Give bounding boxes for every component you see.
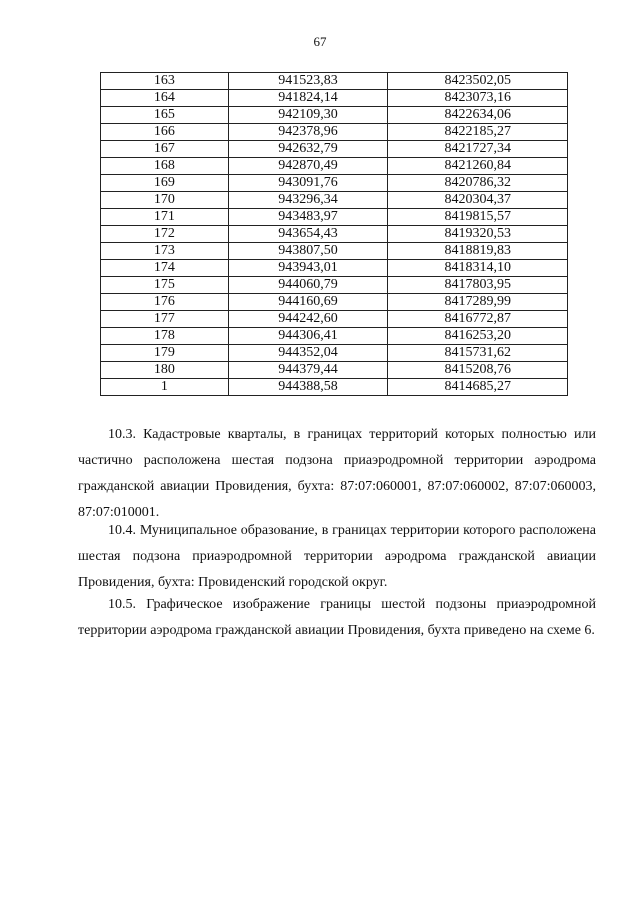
point-number-cell: 178 — [101, 328, 229, 345]
paragraph-10-4 — [78, 518, 596, 596]
point-number-cell: 173 — [101, 243, 229, 260]
x-coordinate-cell: 943943,01 — [228, 260, 388, 277]
x-coordinate-cell: 942632,79 — [228, 141, 388, 158]
y-coordinate-cell: 8420786,32 — [388, 175, 568, 192]
point-number-cell: 168 — [101, 158, 229, 175]
y-coordinate-cell: 8421727,34 — [388, 141, 568, 158]
x-coordinate-cell: 944306,41 — [228, 328, 388, 345]
y-coordinate-cell: 8418314,10 — [388, 260, 568, 277]
point-number-cell: 175 — [101, 277, 229, 294]
table-row — [101, 226, 568, 243]
x-coordinate-cell: 941523,83 — [228, 73, 388, 90]
x-coordinate-cell: 943654,43 — [228, 226, 388, 243]
x-coordinate-cell: 944352,04 — [228, 345, 388, 362]
table-row — [101, 209, 568, 226]
table-row — [101, 158, 568, 175]
x-coordinate-cell: 943091,76 — [228, 175, 388, 192]
y-coordinate-cell: 8416253,20 — [388, 328, 568, 345]
table-row — [101, 328, 568, 345]
point-number-cell: 165 — [101, 107, 229, 124]
y-coordinate-cell: 8414685,27 — [388, 379, 568, 396]
page-number: 67 — [313, 34, 327, 49]
table-row — [101, 175, 568, 192]
x-coordinate-cell: 943807,50 — [228, 243, 388, 260]
table-row — [101, 362, 568, 379]
point-number-cell: 170 — [101, 192, 229, 209]
y-coordinate-cell: 8418819,83 — [388, 243, 568, 260]
point-number-cell: 174 — [101, 260, 229, 277]
point-number-cell: 163 — [101, 73, 229, 90]
x-coordinate-cell: 944388,58 — [228, 379, 388, 396]
point-number-cell: 177 — [101, 311, 229, 328]
paragraph-text: 10.4. Муниципальное образование, в границах территории которого расположена шестая подзона приаэродромной территории аэродрома гражданской авиации Провидения, бухта: Провиденский городской округ. — [78, 523, 596, 590]
x-coordinate-cell: 944379,44 — [228, 362, 388, 379]
y-coordinate-cell: 8417289,99 — [388, 294, 568, 311]
table-row — [101, 90, 568, 107]
y-coordinate-cell: 8419815,57 — [388, 209, 568, 226]
table-row — [101, 345, 568, 362]
table-row — [101, 379, 568, 396]
table-row — [101, 73, 568, 90]
point-number-cell: 179 — [101, 345, 229, 362]
table-row — [101, 124, 568, 141]
x-coordinate-cell: 943483,97 — [228, 209, 388, 226]
point-number-cell: 172 — [101, 226, 229, 243]
y-coordinate-cell: 8422185,27 — [388, 124, 568, 141]
x-coordinate-cell: 942109,30 — [228, 107, 388, 124]
y-coordinate-cell: 8420304,37 — [388, 192, 568, 209]
y-coordinate-cell: 8417803,95 — [388, 277, 568, 294]
paragraph-text: 10.3. Кадастровые кварталы, в границах территорий которых полностью или частично расположена шестая подзона приаэродромной территории аэродрома гражданской авиации Провидения, бухта: 87:07:060001, 87:07:060002, 87:07:060003, 87:07:010001. — [78, 427, 596, 520]
paragraph-text: 10.5. Графическое изображение границы шестой подзоны приаэродромной территории аэродрома гражданской авиации Провидения, бухта приведено на схеме 6. — [78, 597, 596, 638]
x-coordinate-cell: 941824,14 — [228, 90, 388, 107]
x-coordinate-cell: 944160,69 — [228, 294, 388, 311]
point-number-cell: 164 — [101, 90, 229, 107]
table-row — [101, 243, 568, 260]
paragraph-10-3 — [78, 422, 596, 526]
x-coordinate-cell: 943296,34 — [228, 192, 388, 209]
table-row — [101, 141, 568, 158]
point-number-cell: 180 — [101, 362, 229, 379]
table-row — [101, 260, 568, 277]
x-coordinate-cell: 942870,49 — [228, 158, 388, 175]
point-number-cell: 167 — [101, 141, 229, 158]
table-row — [101, 277, 568, 294]
x-coordinate-cell: 942378,96 — [228, 124, 388, 141]
y-coordinate-cell: 8423073,16 — [388, 90, 568, 107]
table-row — [101, 192, 568, 209]
point-number-cell: 169 — [101, 175, 229, 192]
y-coordinate-cell: 8421260,84 — [388, 158, 568, 175]
y-coordinate-cell: 8422634,06 — [388, 107, 568, 124]
x-coordinate-cell: 944060,79 — [228, 277, 388, 294]
point-number-cell: 171 — [101, 209, 229, 226]
x-coordinate-cell: 944242,60 — [228, 311, 388, 328]
point-number-cell: 176 — [101, 294, 229, 311]
point-number-cell: 166 — [101, 124, 229, 141]
table-row — [101, 311, 568, 328]
coordinates-table — [100, 72, 568, 396]
y-coordinate-cell: 8419320,53 — [388, 226, 568, 243]
point-number-cell: 1 — [101, 379, 229, 396]
table-row — [101, 294, 568, 311]
y-coordinate-cell: 8415208,76 — [388, 362, 568, 379]
y-coordinate-cell: 8415731,62 — [388, 345, 568, 362]
paragraph-10-5 — [78, 592, 596, 644]
coordinates-table-body — [101, 73, 568, 396]
table-row — [101, 107, 568, 124]
y-coordinate-cell: 8423502,05 — [388, 73, 568, 90]
y-coordinate-cell: 8416772,87 — [388, 311, 568, 328]
